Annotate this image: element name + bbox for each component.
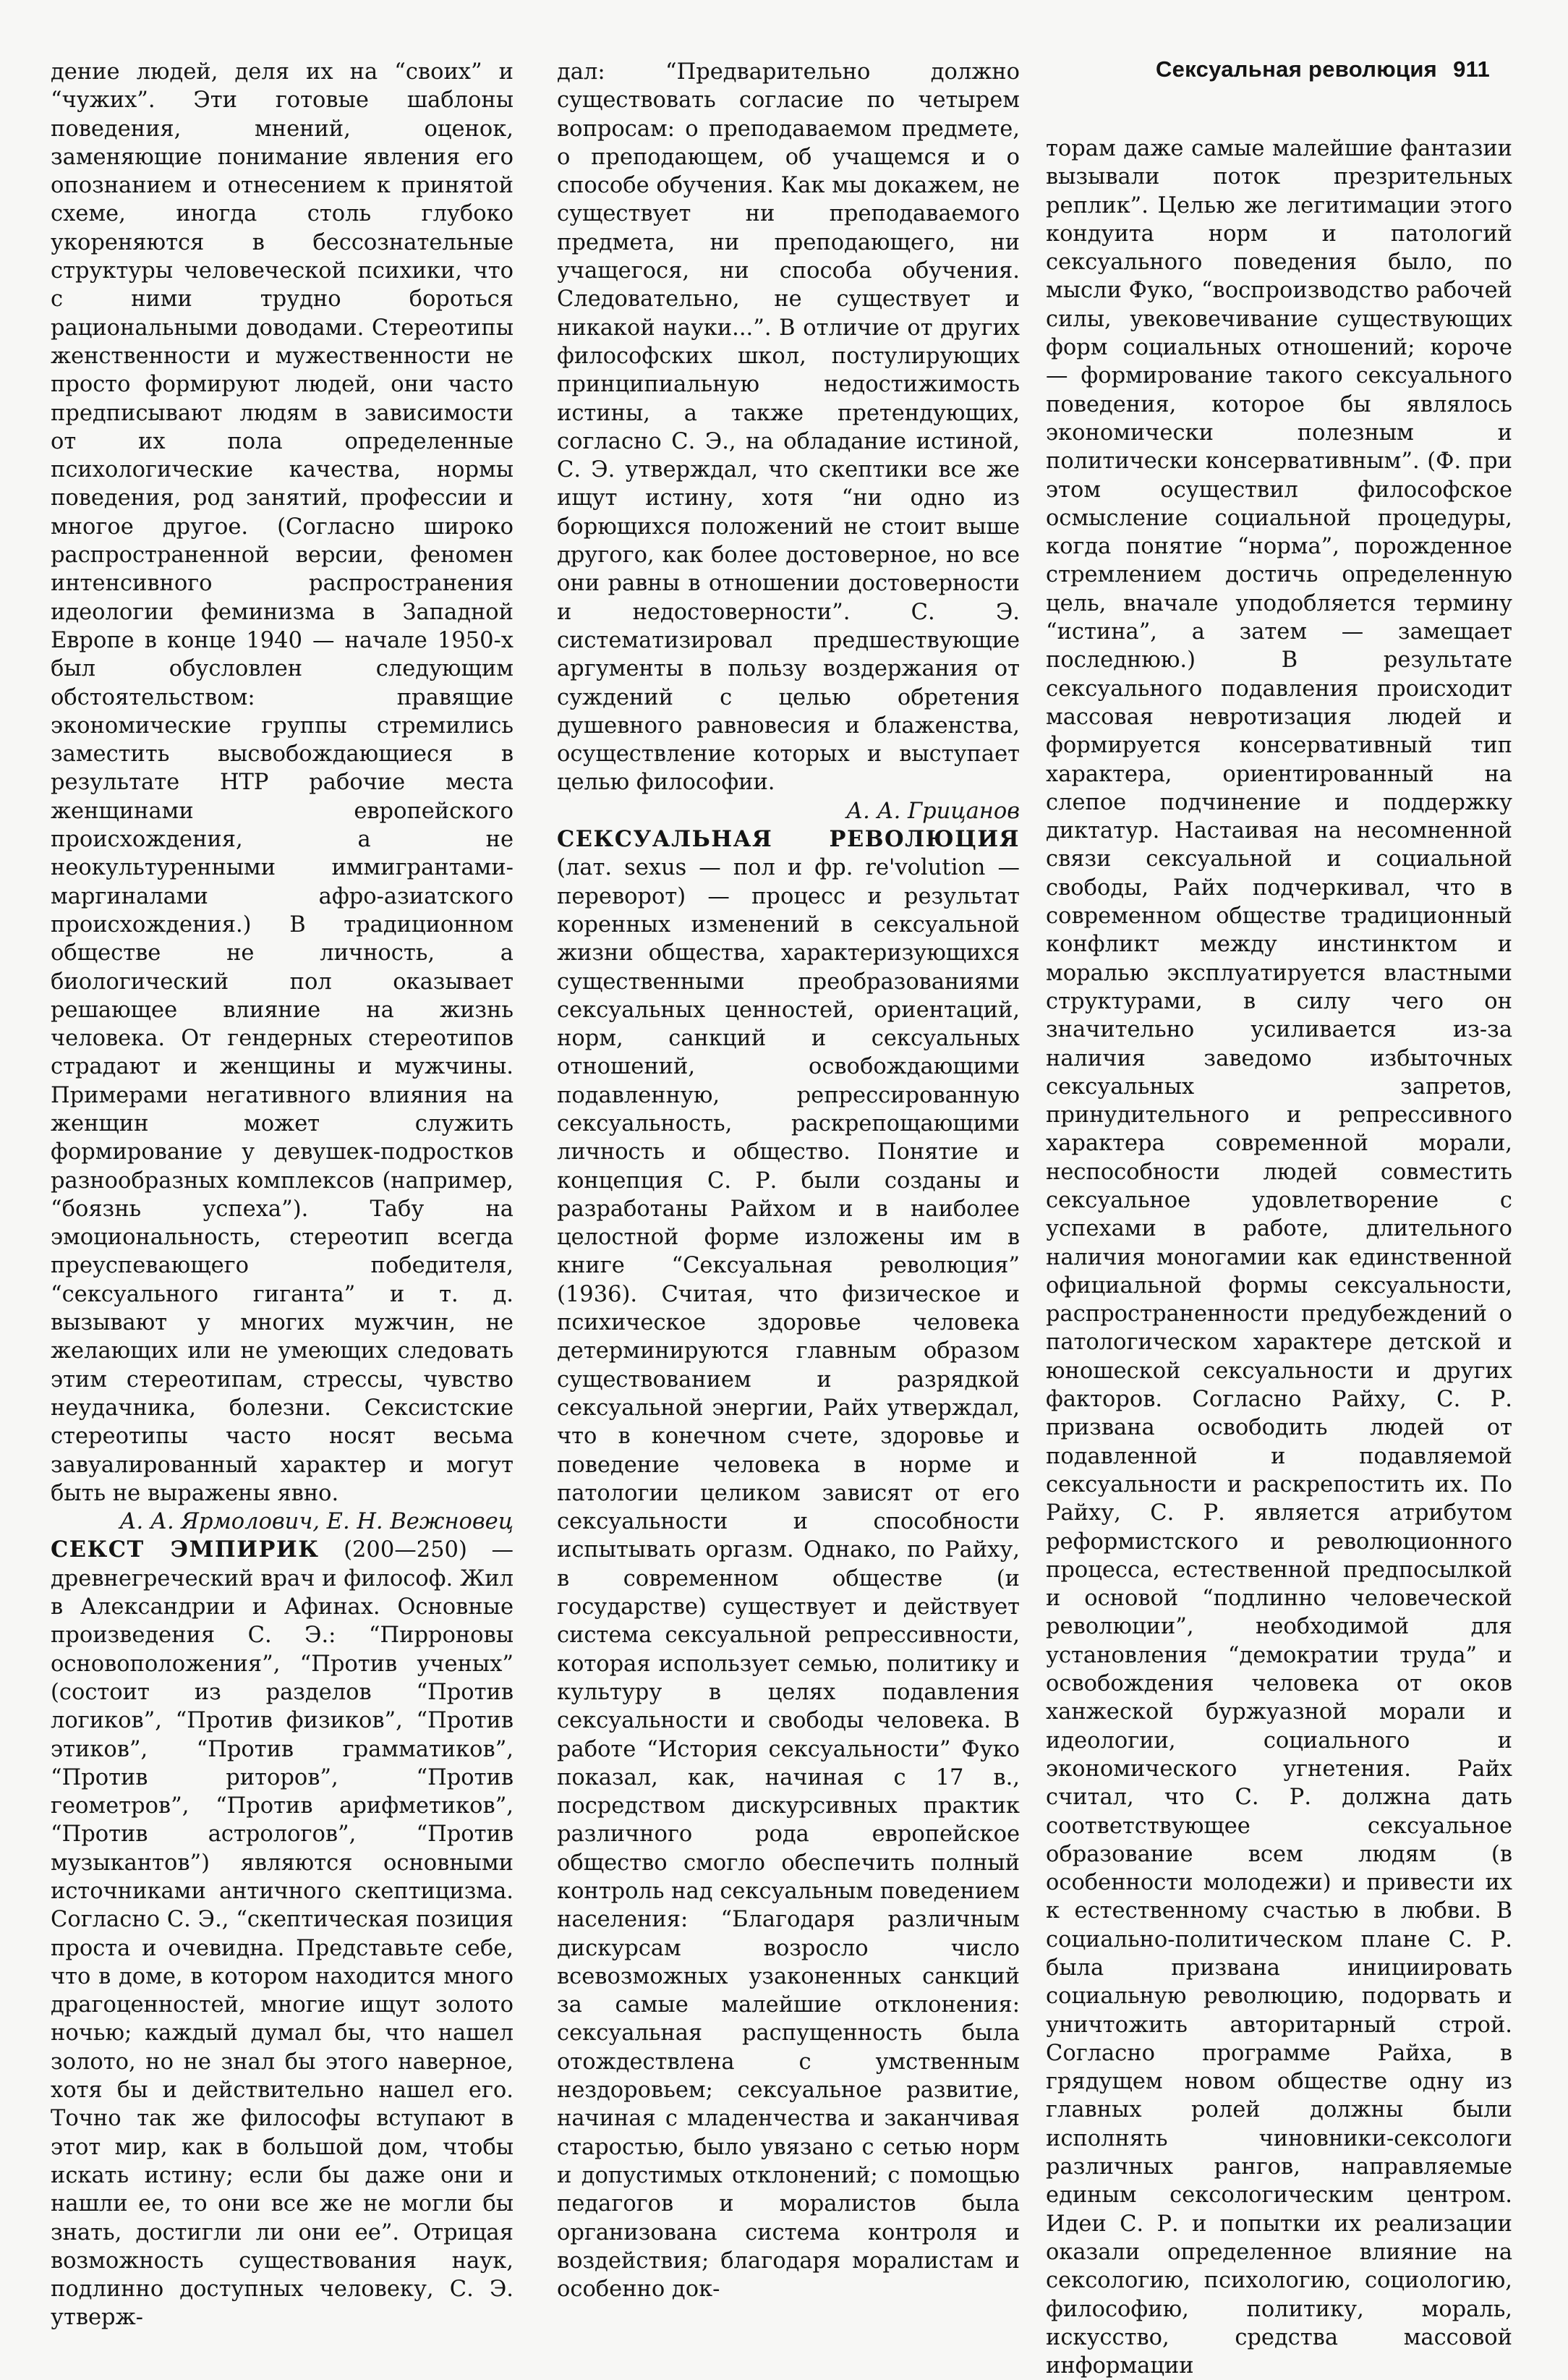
entry-heading: СЕКСУАЛЬНАЯ РЕВОЛЮЦИЯ <box>557 826 1020 853</box>
entry-sextus-empiricus <box>51 1536 514 2332</box>
gender-stereotypes-text: дение людей, деля их на “своих” и “чужих”. Эти готовые шаблоны поведения, мнений, оценок, заменяющие понимание явления его опознанием и отнесением к принятой схеме, иногда столь глубоко укореняются в бессознательные структуры человеческой психики, что с ними трудно бороться рациональными доводами. Стереотипы женственности и мужественности не просто формируют людей, они часто предписывают людям в зависимости от их пола определенные психологические качества, нормы поведения, род занятий, профессии и многое другое. (Согласно широко распространенной версии, феномен интенсивного распространения идеологии феминизма в Западной Европе в конце 1940 — начале 1950-х был обусловлен следующим обстоятельством: правящие экономические группы стремились заместить высвобождающиеся в результате НТР рабочие места женщинами европейского происхождения, а не неокультуренными иммигрантами-маргиналами афро-азиатского происхождения.) В традиционном обществе не личность, а биологический пол оказывает решающее влияние на жизнь человека. От гендерных стереотипов страдают и женщины и мужчины. Примерами негативного влияния на женщин может служить формирование у девушек-подростков разнообразных комплексов (например, “боязнь успеха”). Табу на эмоциональность, стереотип всегда преуспевающего победителя, “сексуального гиганта” и т. д. вызывают у многих мужчин, не желающих или не умеющих следовать этим стереотипам, стрессы, чувство неудачника, болезни. Сексистские стереотипы часто носят весьма завуалированный характер и могут быть не выражены явно. <box>51 59 514 1506</box>
entry-text: древнегреческий врач и философ. Жил в Александрии и Афинах. Основные произведения С. Э.: “Пирроновы основоположения”, “Против ученых” (состоит из разделов “Против логиков”, “Против физиков”, “Против этиков”, “Против грамматиков”, “Против риторов”, “Против геометров”, “Против арифметиков”, “Против астрологов”, “Против музыкантов”) являются основными источниками античного скептицизма. Согласно С. Э., “скептическая позиция проста и очевидна. Представьте себе, что в доме, в котором находится много драгоценностей, многие ищут золото ночью; каждый думал бы, что нашел золото, но не знал бы этого наверное, хотя бы и действительно нашел его. Точно так же философы вступают в этот мир, как в большой дом, чтобы искать истину; если бы даже они и нашли ее, то они все же не могли бы знать, достигли ли они ее”. Отрицая возможность существования наук, подлинно доступных человеку, С. Э. утверж- <box>51 1565 514 2331</box>
column-middle <box>557 58 1020 2303</box>
entry-sexual-revolution <box>557 825 1020 2303</box>
page-number: 911 <box>1453 56 1490 82</box>
sexual-revolution-continued-text: торам даже самые малейшие фантазии вызывали поток презрительных реплик”. Целью же легитимации этого кондуита норм и патологий сексуального поведения было, по мысли Фуко, “воспроизводство рабочей силы, увековечивание существующих форм социальных отношений; короче — формирование такого сексуального поведения, которое бы являлось экономически полезным и политически консервативным”. (Ф. при этом осуществил философское осмысление социальной процедуры, когда понятие “норма”, порожденное стремлением достичь определенную цель, вначале уподобляется термину “истина”, а затем — замещает последнюю.) В результате сексуального подавления происходит массовая невротизация людей и формируется консервативный тип характера, ориентированный на слепое подчинение и поддержку диктатур. Настаивая на несомненной связи сексуальной и социальной свободы, Райх подчеркивал, что в современном обществе традиционный конфликт между инстинктом и моралью эксплуатируется властными структурами, в силу чего он значительно усиливается из-за наличия заведомо избыточных сексуальных запретов, принудительного и репрессивного характера современной морали, неспособности людей совместить сексуальное удовлетворение с успехами в работе, длительного наличия моногамии как единственной официальной формы сексуальности, распространенности предубеждений о патологическом характере детской и юношеской сексуальности и других факторов. Согласно Райху, С. Р. призвана освободить людей от подавленной и подавляемой сексуальности и раскрепостить их. По Райху, С. Р. является атрибутом реформистского и революционного процесса, естественной предпосылкой и основой “подлинно человеческой революции”, необходимой для установления “демократии труда” и освобождения человека от оков ханжеской буржуазной морали и идеологии, социального и экономического угнетения. Райх считал, что С. Р. должна дать соответствующее сексуальное образование всем людям (в особенности молодежи) и привести их к естественному счастью в любви. В социально-политическом плане С. Р. была призвана инициировать социальную революцию, подорвать и уничтожить авторитарный строй. Согласно программе Райха, в грядущем новом обществе одну из главных ролей должны были исполнять чиновники-сексологи различных рангов, направляемые единым сексологическим центром. Идеи С. Р. и попытки их реализации оказали определенное влияние на сексологию, психологию, социологию, философию, политику, мораль, искусство, средства массовой информации <box>1046 136 1512 2379</box>
entry-heading: СЕКСТ ЭМПИРИК <box>51 1537 320 1563</box>
author-signature: А. А. Грицанов <box>845 798 1020 824</box>
running-head <box>1156 56 1490 82</box>
sextus-continued-text: дал: “Предварительно должно существовать согласие по четырем вопросам: о преподаваемом предмете, о преподающем, об учащемся и о способе обучения. Как мы докажем, не существует ни преподаваемого предмета, ни преподающего, ни учащегося, ни способа обучения. Следовательно, не существует и никакой науки...”. В отличие от других философских школ, постулирующих принципиальную недостижимость истины, а также претендующих, согласно С. Э., на обладание истиной, С. Э. утверждал, что скептики все же ищут истину, хотя “ни одно из борющихся положений не стоит выше другого, как более достоверное, но все они равны в отношении достоверности и недостоверности”. С. Э. систематизировал предшествующие аргументы в пользу воздержания от суждений с целью обретения душевного равновесия и блаженства, осуществление которых и выступает целью философии. <box>557 59 1020 796</box>
column-right <box>1046 135 1512 2380</box>
author-signature: А. А. Ярмолович, Е. Н. Вежновец <box>119 1509 514 1535</box>
entry-dates: (200—250) — <box>344 1537 514 1563</box>
section-title: Сексуальная революция <box>1155 56 1438 82</box>
column-left <box>51 58 514 2332</box>
entry-text: (лат. sexus — пол и фр. re'volution — переворот) — процесс и результат коренных изменений в сексуальной жизни общества, характеризующихся существенными преобразованиями сексуальных ценностей, ориентаций, норм, санкций и сексуальных отношений, освобождающими подавленную, репрессированную сексуальность, раскрепощающими личность и общество. Понятие и концепция С. Р. были созданы и разработаны Райхом и в наиболее целостной форме изложены им в книге “Сексуальная революция” (1936). Считая, что физическое и психическое здоровье человека детерминируются главным образом существованием и разрядкой сексуальной энергии, Райх утверждал, что в конечном счете, здоровье и поведение человека в норме и патологии целиком зависят от его сексуальности и способности испытывать оргазм. Однако, по Райху, в современном обществе (и государстве) существует и действует система сексуальной репрессивности, которая использует семью, политику и культуру в целях подавления сексуальности и свободы человека. В работе “История сексуальности” Фуко показал, как, начиная с 17 в., посредством дискурсивных практик различного рода европейское общество смогло обеспечить полный контроль над сексуальным поведением населения: “Благодаря различным дискурсам возросло число всевозможных узаконенных санкций за самые малейшие отклонения: сексуальная распущенность была отождествлена с умственным нездоровьем; сексуальное развитие, начиная с младенчества и заканчивая старостью, было увязано с сетью норм и допустимых отклонений; с помощью педагогов и моралистов была организована система контроля и воздействия; благодаря моралистам и особенно док- <box>557 855 1020 2303</box>
